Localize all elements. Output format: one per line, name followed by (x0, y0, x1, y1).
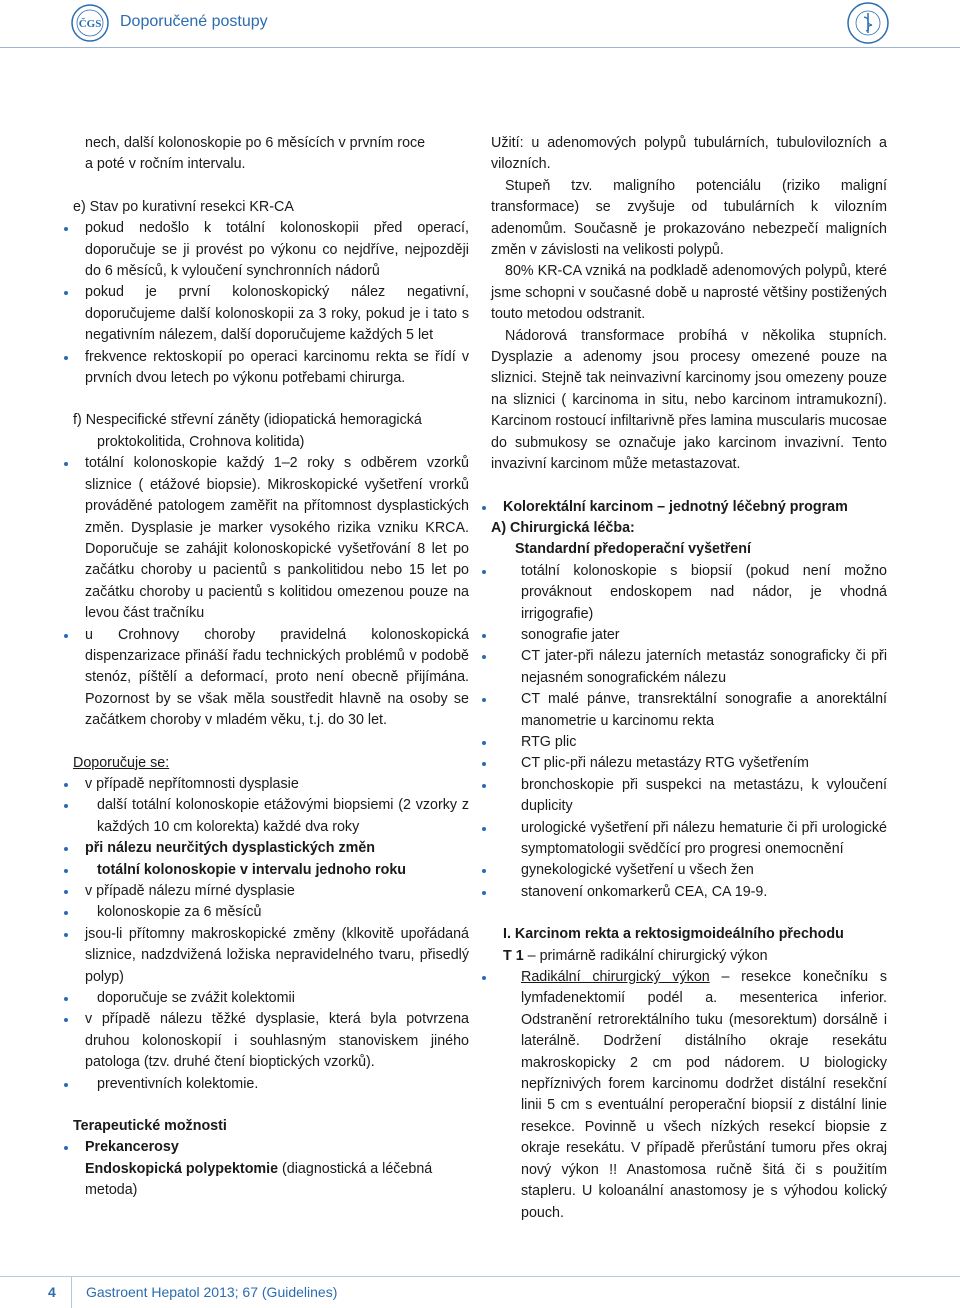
radical-desc: – resekce konečníku s lymfadenektomií podél a. mesenterica inferior. Odstranění retrorektálního tuku (mesorektum) dorsálně i laterálně. Dodržení distálního okraje resekátu makroskopicky 2 cm pod nádorem. U biologicky nepříznivých forem karcinomu dodržet distální resekční linii 5 cm s eventuální peroperační biopsií z distální linie resekce. Povinně u všech nízkých resekcí biopsie z okraje resekátu. V případě přerůstání tumoru přes okraj nový výkon !! Anastomosa ručně šitá či s použitím stapleru. U koloanální anastomosy je s výhodou kolický pouch. (521, 969, 887, 1221)
paragraph: Nádorová transformace probíhá v několika stupních. Dysplazie a adenomy jsou procesy omezené pouze na sliznici. Stejně tak neinvazivní karcinomy jsou omezeny pouze na sliznici ( karcinoma in situ, nebo karcinom intramukozní). Karcinom rostoucí infiltarivně přes lamina muscularis mucosae do submukosy se označuje jako karcinom invazivní. Tento invazivní karcinom může metastazovat. (491, 327, 887, 473)
paragraph: 80% KR-CA vzniká na podkladě adenomových polypů, které jsme schopni v současné době u naprosté většiny postižených touto metodou odstranit. (491, 263, 887, 323)
footer-rule (0, 1276, 960, 1277)
list-item: sonografie jater (491, 625, 887, 646)
list-item: v případě nálezu mírné dysplasie (73, 881, 469, 902)
list-item: bronchoskopie při suspekci na metastázu, k vyloučení duplicity (491, 775, 887, 818)
text-line: a poté v ročním intervalu. (85, 156, 246, 173)
text-line: nech, další kolonoskopie po 6 měsících v prvním roce (85, 135, 426, 151)
list-item: CT jater-při nálezu jaterních metastáz sonograficky či při nejasném sonografickém nálezu (491, 646, 887, 689)
list-subitem: další totální kolonoskopie etážovými biopsiemi (2 vzorky z každých 10 cm kolorekta) každé dva roky (73, 795, 469, 838)
footer-divider (71, 1276, 72, 1308)
list-item: Prekancerosy (73, 1137, 469, 1158)
section-f-title: f) Nespecifické střevní záněty (idiopatická hemoragická (73, 412, 422, 429)
cls-jep-logo (846, 1, 890, 45)
list-subitem: doporučuje se zvážit kolektomii (73, 988, 469, 1009)
list-item: stanovení onkomarkerů CEA, CA 19-9. (491, 882, 887, 903)
list-item: u Crohnovy choroby pravidelná kolonoskopická dispenzarizace přináší řadu technických problémů v podobě stenóz, píštělí a deformací, proto není obecně přijímána. Pozornost by se však měla soustředit hlavně na osoby se začátkem choroby v mladém věku, t.j. do 30 let. (73, 625, 469, 732)
page-number: 4 (48, 1284, 56, 1300)
t1-label: T 1 (503, 947, 524, 964)
endoscopy-desc-cont: metoda) (85, 1182, 138, 1199)
list-subitem: totální kolonoskopie v intervalu jednoho roku (73, 860, 469, 881)
journal-citation: Gastroent Hepatol 2013; 67 (Guidelines) (86, 1284, 338, 1300)
list-item: totální kolonoskopie každý 1–2 roky s odběrem vzorků sliznice ( etážové biopsie). Mikroskopické vyšetření vrorků prováděné patologem zaměřit na přítomnost dysplastických změn. Dysplasie je marker vysokého rizika vzniku KRCA. Doporučuje se zahájit kolonoskopické vyšetřování 8 let po začátku choroby u pacientů s pankolitidou nebo 15 let po začátku choroby u pacientů s kolitidou omezenou pouze na levou část tračníku (73, 453, 469, 624)
therapy-title: Terapeutické možnosti (73, 1118, 227, 1135)
list-item: jsou-li přítomny makroskopické změny (klkovitě upořádaná sliznice, nadzdvižená ložiska nepravidelného tvaru, přisedlý polyp) (73, 924, 469, 988)
endoscopy-desc: (diagnostická a léčebná (278, 1160, 433, 1177)
endoscopy-line (73, 1159, 469, 1180)
list-item: v případě nálezu těžké dysplasie, která byla potvrzena druhou kolonoskopií i souhlasným stanoviskem jiného patologa (tzv. druhé čtení bioptických vzorků). (73, 1009, 469, 1073)
right-column (491, 133, 887, 1224)
list-subitem: kolonoskopie za 6 měsíců (73, 902, 469, 923)
preop-title: Standardní předoperační vyšetření (515, 541, 751, 558)
list-item: CT malé pánve, transrektální sonografie a anorektální manometrie u karcinomu rekta (491, 689, 887, 732)
list-item: pokud je první kolonoskopický nález negativní, doporučujeme další kolonoskopii za 3 roky, pokud je i tato s negativním nálezem, další doporučujeme každých 5 let (73, 282, 469, 346)
list-subitem: preventivních kolektomie. (73, 1074, 469, 1095)
t1-desc: – primárně radikální chirurgický výkon (523, 947, 768, 964)
radical-label: Radikální chirurgický výkon (521, 969, 710, 986)
recommendation-title: Doporučuje se: (73, 754, 170, 771)
page-header (0, 0, 960, 48)
endoscopy-label: Endoskopická polypektomie (85, 1160, 279, 1177)
header-rule (0, 47, 960, 48)
section-f-title-cont: proktokolitida, Crohnova kolitida) (97, 433, 305, 450)
list-item: RTG plic (491, 732, 887, 753)
surgery-title: A) Chirurgická léčba: (491, 519, 635, 536)
list-item: CT plic-při nálezu metastázy RTG vyšetřením (491, 753, 887, 774)
program-title: Kolorektální karcinom – jednotný léčebný program (491, 497, 887, 518)
header-title: Doporučené postupy (120, 13, 268, 30)
t1-line (491, 946, 887, 967)
section-i-title: I. Karcinom rekta a rektosigmoideálního přechodu (503, 926, 844, 943)
list-item: frekvence rektoskopií po operaci karcinomu rekta se řídí v prvních dvou letech po výkonu potřebami chirurga. (73, 347, 469, 390)
list-item: urologické vyšetření při nálezu hematurie či při urologické symptomatologii svědčící pro progresi onemocnění (491, 818, 887, 861)
list-item: totální kolonoskopie s biopsií (pokud není možno prováknout endoskopem nad nádor, je vhodná irrigografie) (491, 561, 887, 625)
list-item: v případě nepřítomnosti dysplasie (73, 774, 469, 795)
paragraph: Stupeň tzv. maligního potenciálu (riziko maligní transformace) se zvyšuje od tubulárních k vilozním adenomům. Současně je prokazováno nebezpečí maligních změn v závislosti na velikosti polypů. (491, 177, 887, 259)
list-item: pokud nedošlo k totální kolonoskopii před operací, doporučuje se ji provést po výkonu co nejdříve, nejpozději do 6 měsíců, k vyloučení synchronních nádorů (73, 218, 469, 282)
list-item: při nálezu neurčitých dysplastických změn (73, 838, 469, 859)
left-column (73, 133, 469, 1202)
section-e-title: e) Stav po kurativní resekci KR-CA (73, 198, 294, 215)
cgs-logo-text: ČGS (78, 18, 102, 30)
page-footer (0, 1276, 960, 1308)
list-item (491, 967, 887, 1224)
paragraph: Užití: u adenomových polypů tubulárních, tubulovilozních a vilozních. (491, 135, 887, 173)
cgs-logo (70, 3, 110, 43)
list-item: gynekologické vyšetření u všech žen (491, 860, 887, 881)
